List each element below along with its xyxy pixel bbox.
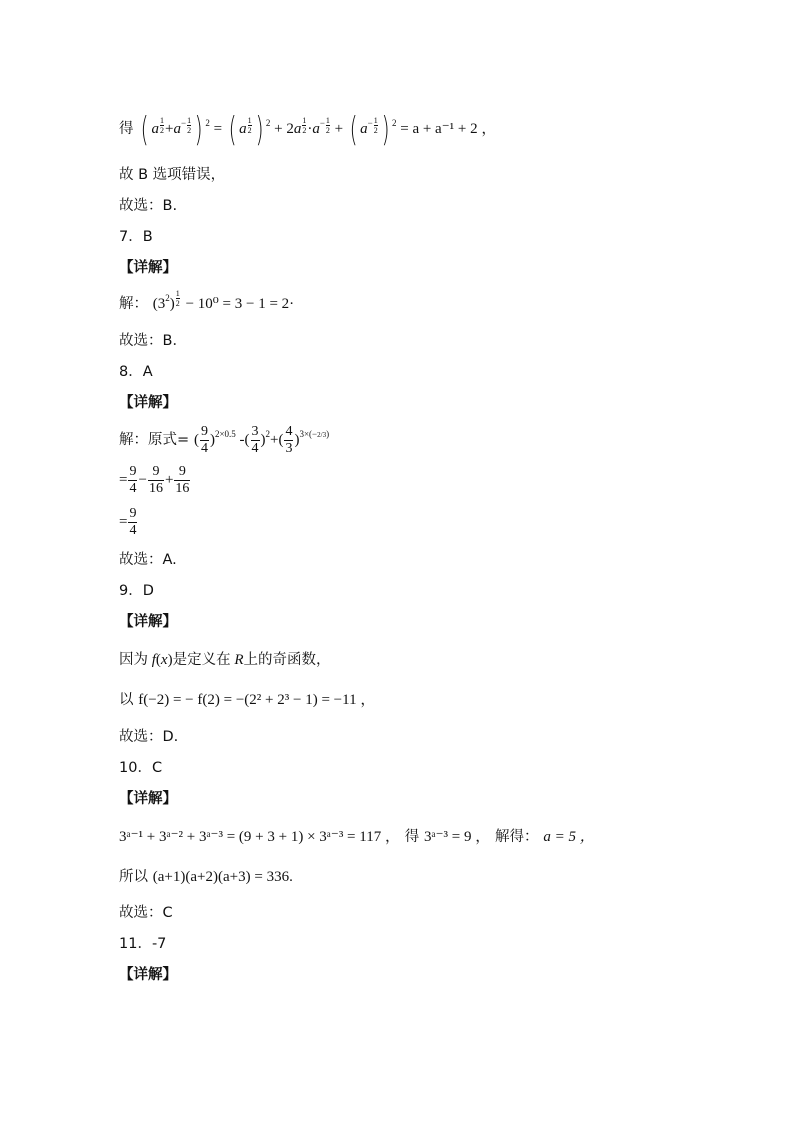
solution-value: a = 5 ，	[543, 829, 595, 845]
original-formula: ( $\frac{9}{4}$ )$^{2\times 0.5}$ -( $\frac{3}{4}$ )$^2$+( $\frac{4}{3}$ )$^{3\times(-2/3)}$	[193, 424, 330, 457]
question-answer: 10．C	[119, 760, 163, 776]
formula-line	[119, 827, 595, 846]
text-segment: 因为	[119, 652, 148, 668]
text-line: 故选：A.	[119, 552, 177, 568]
odd-function-formula: f(−2) = − f(2) = −(2² + 2³ − 1) = −11 ，	[138, 692, 376, 708]
text-line: 因为 f(x)是定义在 R上的奇函数，	[119, 652, 331, 668]
prefix-text: 所以	[119, 869, 148, 885]
detail-heading: 【详解】	[119, 395, 177, 411]
text-line: 故选：B．	[119, 333, 187, 349]
question-answer: 8．A	[119, 364, 153, 380]
formula-line	[119, 424, 329, 457]
power-formula: $(3^2)$ $\frac{1}{2}$	[152, 289, 180, 312]
formula-line	[119, 290, 294, 320]
text-segment: 解得：	[495, 829, 539, 845]
text-line: 故 B 选项错误，	[119, 167, 226, 183]
question-answer: 7．B	[119, 229, 153, 245]
formula-line: = $\frac{9}{4}$ − $\frac{9}{16}$ + $\frac{9}{16}$	[119, 464, 190, 496]
detail-heading: 【详解】	[119, 614, 177, 630]
prefix-text: 得	[119, 121, 134, 137]
formula-result: − 10⁰ = 3 − 1 = 2·	[185, 296, 295, 312]
power-equation: 3ᵃ⁻³ = 9 ，	[424, 829, 491, 845]
detail-heading: 【详解】	[119, 967, 177, 983]
prefix-text: 以	[119, 692, 134, 708]
formula-line-1	[119, 108, 496, 150]
text-segment: 上的奇函数，	[243, 652, 331, 668]
question-answer: 9．D	[119, 583, 154, 599]
question-answer: 11．-7	[119, 936, 167, 952]
product-formula: (a+1)(a+2)(a+3) = 336.	[152, 869, 293, 885]
sum-formula: 3ᵃ⁻¹ + 3ᵃ⁻² + 3ᵃ⁻³ = (9 + 3 + 1) × 3ᵃ⁻³ = 117 ，	[119, 829, 400, 845]
formula-result: = a + a⁻¹ + 2 ，	[400, 121, 497, 137]
text-segment: 得	[404, 829, 420, 845]
text-segment: 是定义在	[172, 652, 231, 668]
text-line: 故选：D.	[119, 729, 179, 745]
text-line: 故选：C	[119, 905, 173, 921]
prefix-text: 解：原式=	[119, 432, 190, 448]
expansion-formula: ( a $\frac{1}{2}$ +a− $\frac{1}{2}$ ) $^2$ = ( a $\frac{1}{2}$ ) $^2$ + 2a $\frac{1}{2}$ ·a− $\frac{1}{2}$ + ( a− $\frac{1}{2}$ ) $^2$	[140, 109, 397, 150]
text-line: 故选：B.	[119, 198, 178, 214]
formula-line: = $\frac{9}{4}$	[119, 506, 137, 538]
formula-line	[119, 867, 293, 886]
detail-heading: 【详解】	[119, 791, 177, 807]
detail-heading: 【详解】	[119, 260, 177, 276]
prefix-text: 解：	[119, 296, 148, 312]
formula-line	[119, 690, 375, 709]
